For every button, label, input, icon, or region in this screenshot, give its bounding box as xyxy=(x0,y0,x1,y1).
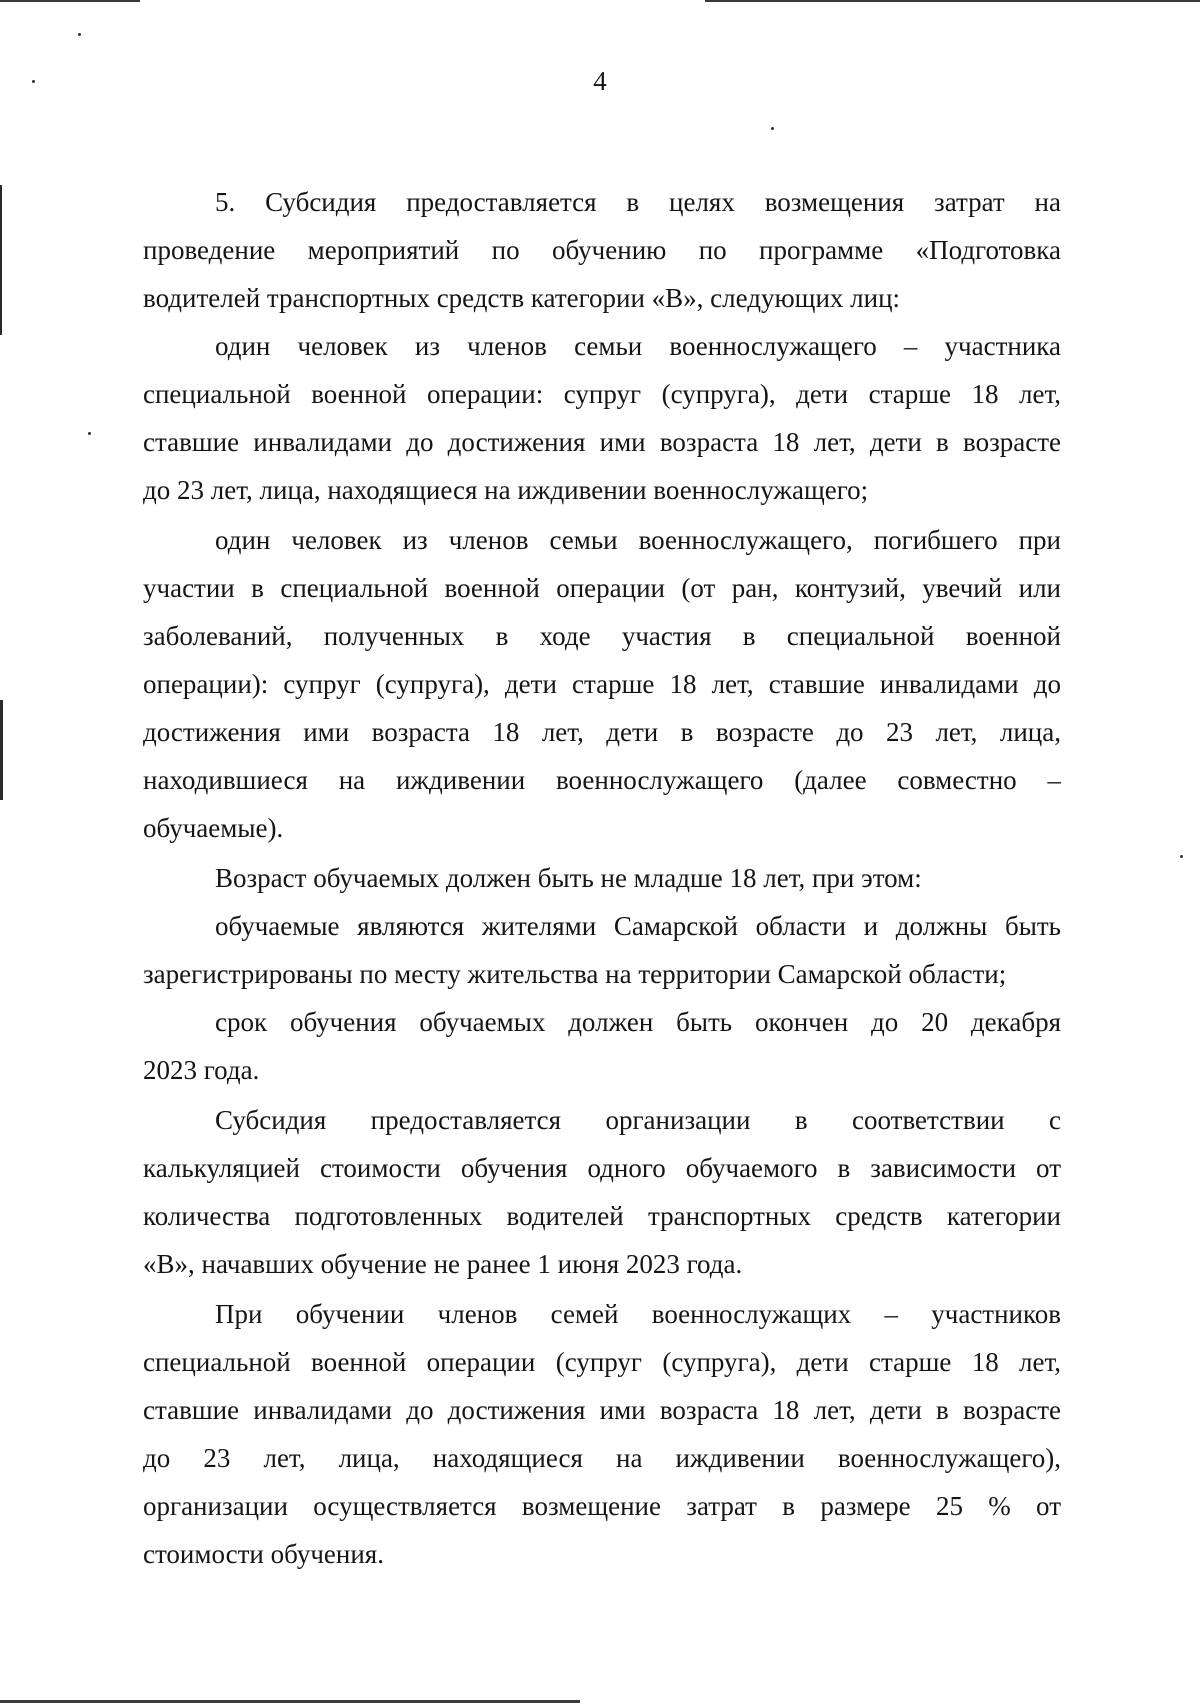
paragraph-8-line-3: ставшие инвалидами до достижения ими возраста 18 лет, дети в возрасте xyxy=(143,1395,1061,1425)
paragraph-2-line-3: ставшие инвалидами до достижения ими возраста 18 лет, дети в возрасте xyxy=(143,427,1061,457)
paragraph-8-line-5: организации осуществляется возмещение затрат в размере 25 % от xyxy=(143,1491,1061,1521)
paragraph-8-line-1: При обучении членов семей военнослужащих – участников xyxy=(215,1299,1061,1329)
bottom-scan-rule xyxy=(0,1700,580,1703)
page-number: 4 xyxy=(593,66,607,96)
paragraph-3-line-4: операции): супруг (супруга), дети старше 18 лет, ставшие инвалидами до xyxy=(143,669,1061,699)
paragraph-1-line-1: 5. Субсидия предоставляется в целях возмещения затрат на xyxy=(215,187,1061,217)
top-scan-rule-left xyxy=(0,0,140,2)
top-scan-rule-right xyxy=(705,0,1200,2)
paragraph-2-line-2: специальной военной операции: супруг (супруга), дети старше 18 лет, xyxy=(143,379,1061,409)
left-edge-mark xyxy=(0,185,2,335)
paragraph-3-line-7: обучаемые). xyxy=(143,813,284,843)
paragraph-3-line-5: достижения ими возраста 18 лет, дети в возрасте до 23 лет, лица, xyxy=(143,717,1061,747)
paragraph-3-line-1: один человек из членов семьи военнослужащего, погибшего при xyxy=(215,525,1061,555)
paragraph-7-line-2: калькуляцией стоимости обучения одного обучаемого в зависимости от xyxy=(143,1153,1061,1183)
paragraph-6-line-2: 2023 года. xyxy=(143,1055,260,1085)
scan-speck xyxy=(78,33,81,36)
paragraph-2-line-1: один человек из членов семьи военнослужащего – участника xyxy=(215,331,1061,361)
paragraph-5-line-1: обучаемые являются жителями Самарской области и должны быть xyxy=(215,911,1061,941)
scan-speck xyxy=(1180,855,1183,858)
paragraph-7-line-3: количества подготовленных водителей транспортных средств категории xyxy=(143,1201,1061,1231)
paragraph-1-line-2: проведение мероприятий по обучению по программе «Подготовка xyxy=(143,235,1061,265)
paragraph-7-line-4: «В», начавших обучение не ранее 1 июня 2023 года. xyxy=(143,1249,743,1279)
paragraph-6-line-1: срок обучения обучаемых должен быть окончен до 20 декабря xyxy=(215,1007,1061,1037)
paragraph-8-line-6: стоимости обучения. xyxy=(143,1539,384,1569)
paragraph-5-line-2: зарегистрированы по месту жительства на территории Самарской области; xyxy=(143,959,1007,989)
paragraph-2-line-4: до 23 лет, лица, находящиеся на иждивении военнослужащего; xyxy=(143,475,869,505)
paragraph-4-line-1: Возраст обучаемых должен быть не младше 18 лет, при этом: xyxy=(215,863,922,893)
scan-speck xyxy=(771,127,774,130)
paragraph-3-line-3: заболеваний, полученных в ходе участия в специальной военной xyxy=(143,621,1061,651)
scan-speck xyxy=(88,432,91,435)
paragraph-1-line-3: водителей транспортных средств категории «В», следующих лиц: xyxy=(143,283,901,313)
paragraph-8-line-2: специальной военной операции (супруг (супруга), дети старше 18 лет, xyxy=(143,1347,1061,1377)
document-body xyxy=(143,178,1061,1578)
paragraph-3-line-2: участии в специальной военной операции (от ран, контузий, увечий или xyxy=(143,573,1061,603)
paragraph-3-line-6: находившиеся на иждивении военнослужащего (далее совместно – xyxy=(143,765,1061,795)
left-edge-mark xyxy=(0,700,3,800)
paragraph-7-line-1: Субсидия предоставляется организации в соответствии с xyxy=(215,1105,1061,1135)
paragraph-8-line-4: до 23 лет, лица, находящиеся на иждивении военнослужащего), xyxy=(143,1443,1061,1473)
